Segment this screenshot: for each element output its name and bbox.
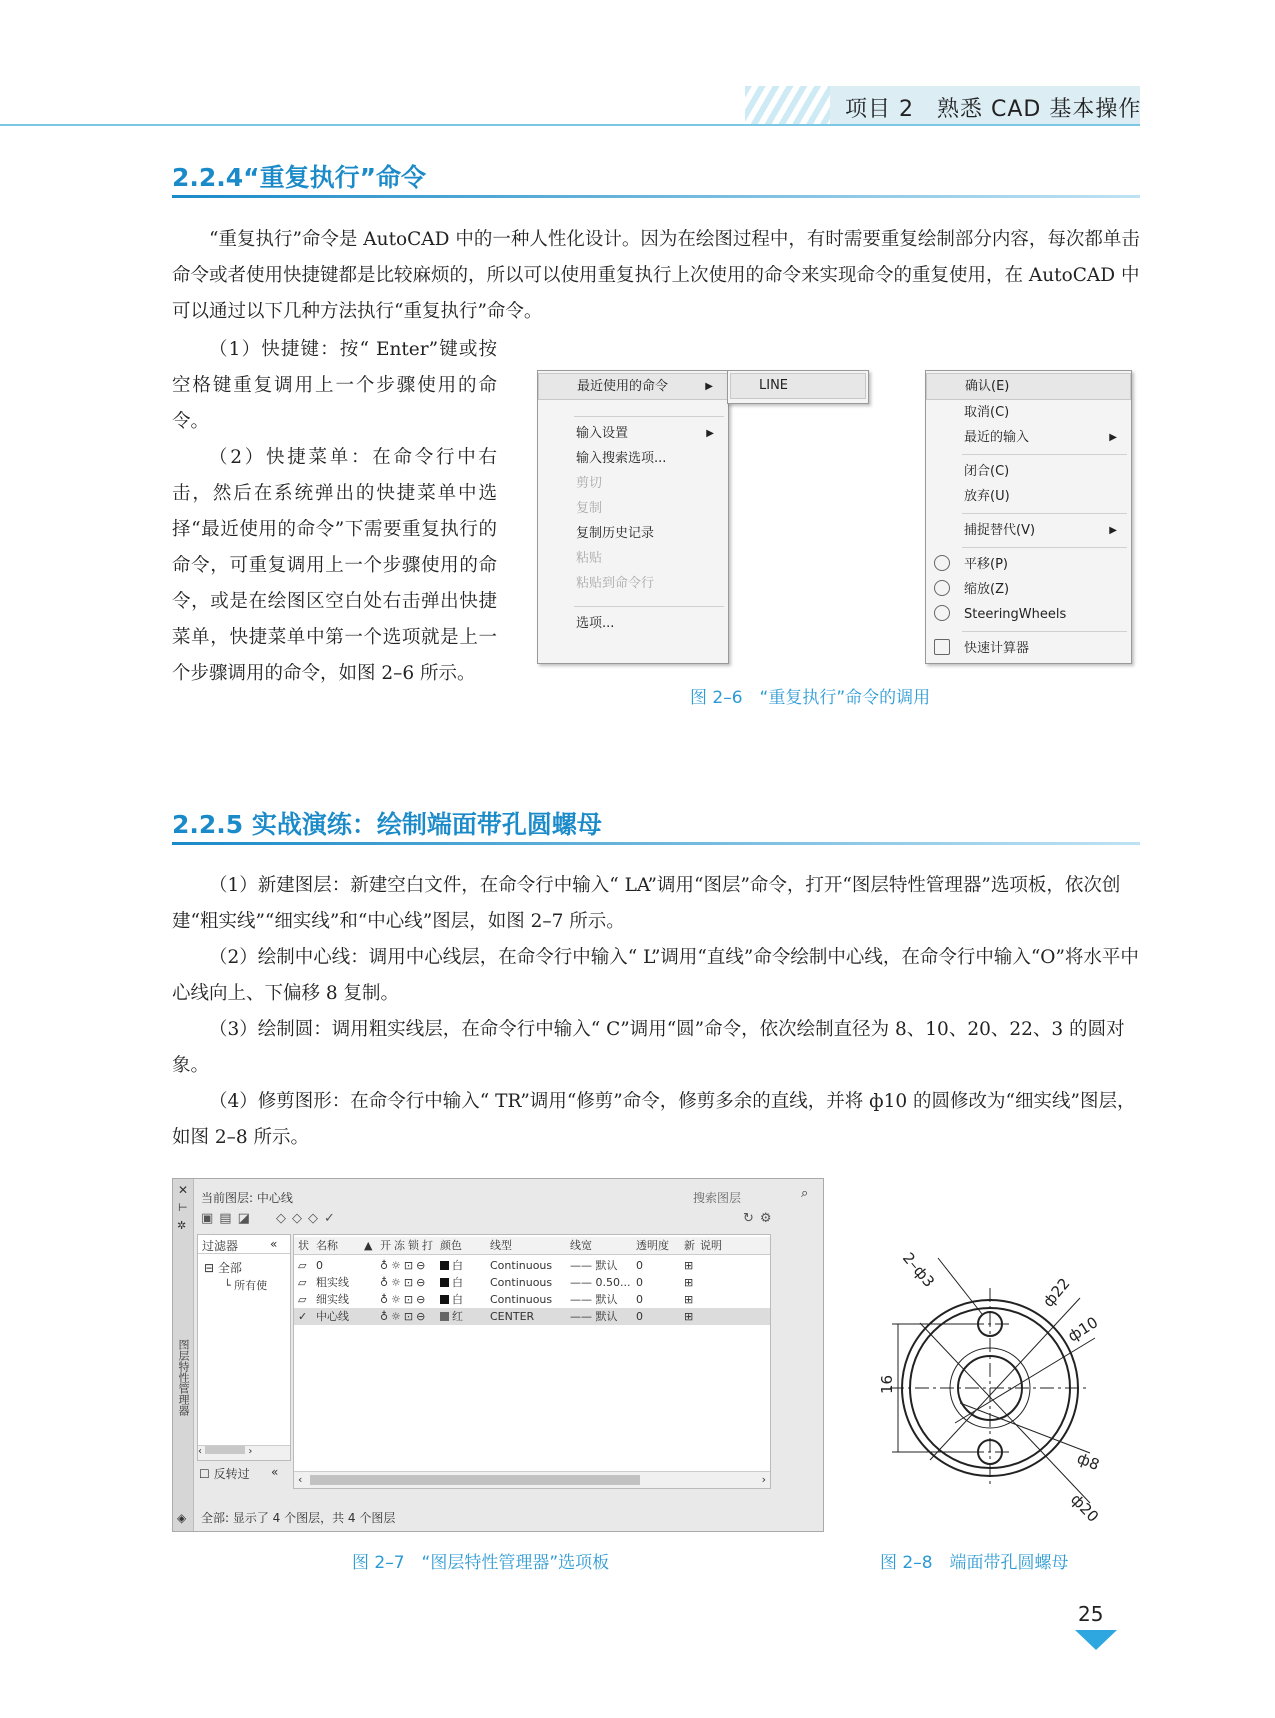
layer-linetype[interactable]: Continuous	[490, 1259, 553, 1272]
layer-color[interactable]	[440, 1308, 463, 1325]
menu-item-cancel[interactable]: 取消(C)	[964, 405, 1010, 420]
method-1-paragraph: （1）快捷键：按“ Enter”键或按空格键重复调用上一个步骤使用的命令。	[172, 339, 497, 432]
tree-node-label: 所有使	[234, 1279, 268, 1292]
layer-search-input[interactable]: 搜索图层	[693, 1191, 742, 1205]
menu-separator	[962, 454, 1127, 455]
dim-d22: ф22	[1039, 1274, 1074, 1311]
layer-color[interactable]	[440, 1291, 463, 1308]
col-description[interactable]: 说明	[700, 1239, 722, 1252]
menu-item-copy: 复制	[576, 501, 603, 516]
center-lines	[890, 1288, 1090, 1488]
pin-icon[interactable]: ⊢	[178, 1201, 188, 1214]
section-224-methods	[172, 332, 497, 692]
new-vp-frozen-layer-icon[interactable]: ◇	[292, 1211, 309, 1226]
menu-item-options[interactable]: 选项...	[576, 616, 615, 631]
submenu-arrow-icon: ▶	[1109, 432, 1117, 443]
menu-item-enter[interactable]: 确认(E)	[926, 373, 1131, 400]
layer-name: 中心线	[316, 1310, 349, 1323]
section-224-intro	[172, 222, 1140, 330]
menu-item-cut: 剪切	[576, 476, 603, 491]
layer-name: 粗实线	[316, 1276, 349, 1289]
new-layer-icon[interactable]: ◇	[276, 1211, 293, 1226]
calculator-icon	[934, 639, 950, 655]
menu-separator	[962, 631, 1127, 632]
scroll-right-icon[interactable]: ›	[761, 1473, 766, 1486]
invert-filter-label: 反转过	[213, 1467, 250, 1481]
section-heading-rule	[172, 842, 1140, 845]
delete-layer-icon[interactable]: ◇	[308, 1211, 325, 1226]
figure-2-8-caption: 图 2–8 端面带孔圆螺母	[880, 1553, 1069, 1573]
step-3-paragraph: （3）绘制圆：调用粗实线层，在命令行中输入“ C”调用“圆”命令，依次绘制直径为 8、10、20、22、3 的圆对象。	[172, 1019, 1125, 1076]
submenu-arrow-icon: ▶	[705, 381, 713, 392]
palette-title: 图层特性管理器	[177, 1339, 190, 1416]
menu-separator	[574, 606, 724, 607]
dim-d8: ф8	[1074, 1449, 1102, 1475]
menu-separator	[962, 547, 1127, 548]
table-row[interactable]	[294, 1274, 770, 1291]
layer-lineweight[interactable]: —— 默认	[570, 1310, 618, 1323]
color-swatch	[440, 1278, 449, 1287]
menu-item-undo[interactable]: 放弃(U)	[964, 489, 1010, 504]
palette-icon: ◈	[177, 1511, 187, 1525]
col-color[interactable]: 颜色	[440, 1239, 462, 1252]
menu-item-label: 捕捉替代(V)	[964, 523, 1036, 538]
page-marker-triangle	[1075, 1630, 1117, 1650]
layer-state-icons[interactable]: ♁☼⊡⊖	[380, 1276, 429, 1289]
filter-header: 过滤器	[202, 1239, 239, 1253]
layer-toolbar	[201, 1211, 341, 1226]
tree-divider	[198, 1253, 290, 1254]
section-225-steps	[172, 868, 1140, 1156]
menu-item-close[interactable]: 闭合(C)	[964, 464, 1010, 479]
new-vp-freeze-icon[interactable]: ⊞	[684, 1276, 694, 1289]
layer-table	[293, 1234, 771, 1489]
menu-item-pan[interactable]	[926, 552, 1131, 577]
col-transparency[interactable]: 透明度	[636, 1239, 669, 1252]
pan-icon	[934, 555, 950, 571]
menu-item-label: 缩放(Z)	[964, 582, 1010, 597]
set-current-icon[interactable]: ✓	[324, 1211, 341, 1226]
recent-commands-submenu	[727, 370, 869, 404]
menu-item-label: 最近使用的命令	[577, 379, 669, 394]
dim-d20: ф20	[1067, 1490, 1103, 1526]
layer-state-icons[interactable]: ♁☼⊡⊖	[380, 1310, 429, 1323]
menu-item-zoom[interactable]	[926, 577, 1131, 602]
layer-color-label: 白	[452, 1293, 463, 1306]
layer-status-icon: ▱	[298, 1293, 307, 1306]
header-rule	[0, 124, 1140, 126]
section-heading-225: 2.2.5 实战演练：绘制端面带孔圆螺母	[172, 810, 602, 839]
layer-status-icon: ▱	[298, 1259, 307, 1272]
intro-paragraph: “重复执行”命令是 AutoCAD 中的一种人性化设计。因为在绘图过程中，有时需要重复绘制部分内容，每次都单击命令或者使用快捷键都是比较麻烦的，所以可以使用重复执行上次使用的命令来实现命令的重复使用，在 AutoCAD 中可以通过以下几种方法执行“重复执行”命令。	[172, 229, 1140, 322]
color-swatch	[440, 1261, 449, 1270]
sort-icon: ▲	[364, 1239, 373, 1252]
menu-item-steeringwheels[interactable]	[926, 602, 1131, 627]
table-horizontal-scrollbar[interactable]	[294, 1471, 770, 1488]
layer-name: 0	[316, 1259, 323, 1272]
col-linetype[interactable]: 线型	[490, 1239, 512, 1252]
running-header: 项目 2 熟悉 CAD 基本操作	[845, 97, 1142, 122]
submenu-arrow-icon: ▶	[1109, 525, 1117, 536]
submenu-arrow-icon: ▶	[706, 428, 714, 439]
table-row-current[interactable]	[294, 1308, 770, 1325]
layer-transparency[interactable]: 0	[636, 1259, 643, 1272]
figure-2-7-caption: 图 2–7 “图层特性管理器”选项板	[352, 1553, 610, 1573]
properties-icon[interactable]: ✲	[177, 1219, 187, 1232]
dim-spacing-16: 16	[878, 1374, 896, 1394]
new-vp-freeze-icon[interactable]: ⊞	[684, 1259, 694, 1272]
menu-item-snap-overrides[interactable]	[926, 518, 1131, 543]
new-vp-freeze-icon[interactable]: ⊞	[684, 1293, 694, 1306]
collapse-filter-icon[interactable]: «	[270, 1237, 278, 1251]
tree-node-used-layers[interactable]: └ 所有使	[224, 1279, 268, 1292]
layer-status-icon: ▱	[298, 1276, 307, 1289]
col-freeze[interactable]: 冻	[394, 1239, 405, 1252]
search-icon[interactable]: ⌕	[801, 1186, 809, 1201]
close-icon[interactable]: ✕	[178, 1183, 189, 1197]
col-lock[interactable]: 锁	[408, 1239, 419, 1252]
tree-node-all[interactable]: ⊟ 全部	[204, 1261, 242, 1275]
col-on[interactable]: 开	[380, 1239, 391, 1252]
menu-item-input-settings[interactable]	[538, 421, 728, 446]
dim-holes-2xd3: 2–ф3	[898, 1249, 939, 1291]
state-manager-icon[interactable]: ◪	[237, 1211, 256, 1226]
filter-tree-pane	[197, 1234, 291, 1461]
layer-linetype[interactable]: Continuous	[490, 1293, 553, 1306]
tree-scrollbar[interactable]: ‹ ›	[198, 1445, 290, 1460]
menu-item-quickcalc[interactable]	[926, 636, 1131, 661]
current-layer-check-icon: ✓	[298, 1310, 308, 1323]
menu-item-label: 快速计算器	[964, 641, 1030, 656]
layer-color-label: 白	[452, 1276, 463, 1289]
menu-separator	[574, 416, 724, 417]
zoom-icon	[934, 580, 950, 596]
menu-item-recent-input[interactable]	[926, 425, 1131, 450]
layer-linetype[interactable]: Continuous	[490, 1276, 553, 1289]
new-filter-icon[interactable]: ▣	[201, 1211, 220, 1226]
layer-lineweight[interactable]: —— 0.50...	[570, 1276, 631, 1289]
menu-item-label: 最近的输入	[964, 430, 1030, 445]
table-row[interactable]	[294, 1257, 770, 1274]
step-4-paragraph: （4）修剪图形：在命令行中输入“ TR”调用“修剪”命令，修剪多余的直线，并将 ф10 的圆修改为“细实线”图层，如图 2–8 所示。	[172, 1091, 1136, 1148]
section-heading-rule	[172, 195, 1140, 198]
method-2-paragraph: （2）快捷菜单：在命令行中右击，然后在系统弹出的快捷菜单中选择“最近使用的命令”下需要重复执行的命令，可重复调用上一个步骤使用的命令，或是在绘图区空白处右击弹出快捷菜单，快捷菜单中第一个选项就是上一个步骤调用的命令，如图 2–6 所示。	[172, 447, 497, 684]
command-line-context-menu	[537, 370, 729, 664]
step-2-paragraph: （2）绘制中心线：调用中心线层，在命令行中输入“ L”调用“直线”命令绘制中心线，在命令行中输入“O”将水平中心线向上、下偏移 8 复制。	[172, 947, 1139, 1004]
menu-item-copy-history[interactable]: 复制历史记录	[576, 526, 655, 541]
col-plot[interactable]: 打	[422, 1239, 433, 1252]
menu-separator	[962, 513, 1127, 514]
menu-item-input-search-options[interactable]: 输入搜索选项...	[576, 451, 667, 466]
layer-state-icons[interactable]: ♁☼⊡⊖	[380, 1259, 429, 1272]
round-nut-drawing	[840, 1238, 1140, 1538]
refresh-icon[interactable]: ↻	[743, 1211, 760, 1226]
step-1-paragraph: （1）新建图层：新建空白文件，在命令行中输入“ LA”调用“图层”命令，打开“图层特性管理器”选项板，依次创建“粗实线”“细实线”和“中心线”图层，如图 2–7 所示。	[172, 875, 1121, 932]
layer-toolbar-right	[743, 1211, 778, 1226]
figure-2-6-caption: 图 2–6 “重复执行”命令的调用	[690, 688, 931, 708]
scroll-left-icon[interactable]: ‹	[298, 1473, 303, 1486]
table-header	[294, 1237, 770, 1255]
menu-item-label: SteeringWheels	[964, 607, 1067, 622]
layer-color-label: 红	[452, 1310, 463, 1323]
col-name[interactable]: 名称	[316, 1239, 338, 1252]
menu-item-recent-commands[interactable]	[538, 373, 728, 400]
drawing-area-context-menu	[925, 370, 1132, 664]
settings-icon[interactable]: ⚙	[759, 1211, 778, 1226]
menu-item-paste: 粘贴	[576, 551, 603, 566]
layer-transparency[interactable]: 0	[636, 1276, 643, 1289]
layer-color[interactable]	[440, 1257, 463, 1274]
layer-properties-manager-panel	[172, 1178, 824, 1532]
current-layer-label: 当前图层: 中心线	[201, 1191, 293, 1205]
layer-lineweight[interactable]: —— 默认	[570, 1293, 618, 1306]
collapse-icon[interactable]: «	[271, 1465, 279, 1479]
section-heading-224: 2.2.4“重复执行”命令	[172, 163, 427, 192]
dim-d10: ф10	[1064, 1313, 1102, 1346]
submenu-item-line[interactable]: LINE	[730, 373, 866, 399]
color-swatch	[440, 1312, 449, 1321]
col-status[interactable]: 状	[298, 1239, 309, 1252]
menu-item-label: 输入设置	[576, 426, 629, 441]
layer-color[interactable]	[440, 1274, 463, 1291]
layer-status-bar: 全部: 显示了 4 个图层，共 4 个图层	[201, 1511, 396, 1525]
new-vp-freeze-icon[interactable]: ⊞	[684, 1310, 694, 1323]
invert-filter-checkbox[interactable]: ☐ 反转过	[199, 1467, 250, 1481]
tree-node-label: 全部	[217, 1261, 242, 1275]
color-swatch	[440, 1295, 449, 1304]
scrollbar-thumb[interactable]	[310, 1475, 640, 1485]
group-filter-icon[interactable]: ▤	[219, 1211, 238, 1226]
col-new-vp-freeze[interactable]: 新	[684, 1239, 695, 1252]
col-lineweight[interactable]: 线宽	[570, 1239, 592, 1252]
steeringwheels-icon	[934, 605, 950, 621]
layer-lineweight[interactable]: —— 默认	[570, 1259, 618, 1272]
layer-linetype[interactable]: CENTER	[490, 1310, 535, 1323]
layer-transparency[interactable]: 0	[636, 1310, 643, 1323]
layer-color-label: 白	[452, 1259, 463, 1272]
menu-item-label: 平移(P)	[964, 557, 1008, 572]
layer-state-icons[interactable]: ♁☼⊡⊖	[380, 1293, 429, 1306]
palette-title-strip	[173, 1179, 194, 1531]
layer-name: 细实线	[316, 1293, 349, 1306]
page-number: 25	[1078, 1602, 1104, 1626]
layer-transparency[interactable]: 0	[636, 1293, 643, 1306]
menu-item-paste-to-command-line: 粘贴到命令行	[576, 576, 655, 591]
table-row[interactable]	[294, 1291, 770, 1308]
